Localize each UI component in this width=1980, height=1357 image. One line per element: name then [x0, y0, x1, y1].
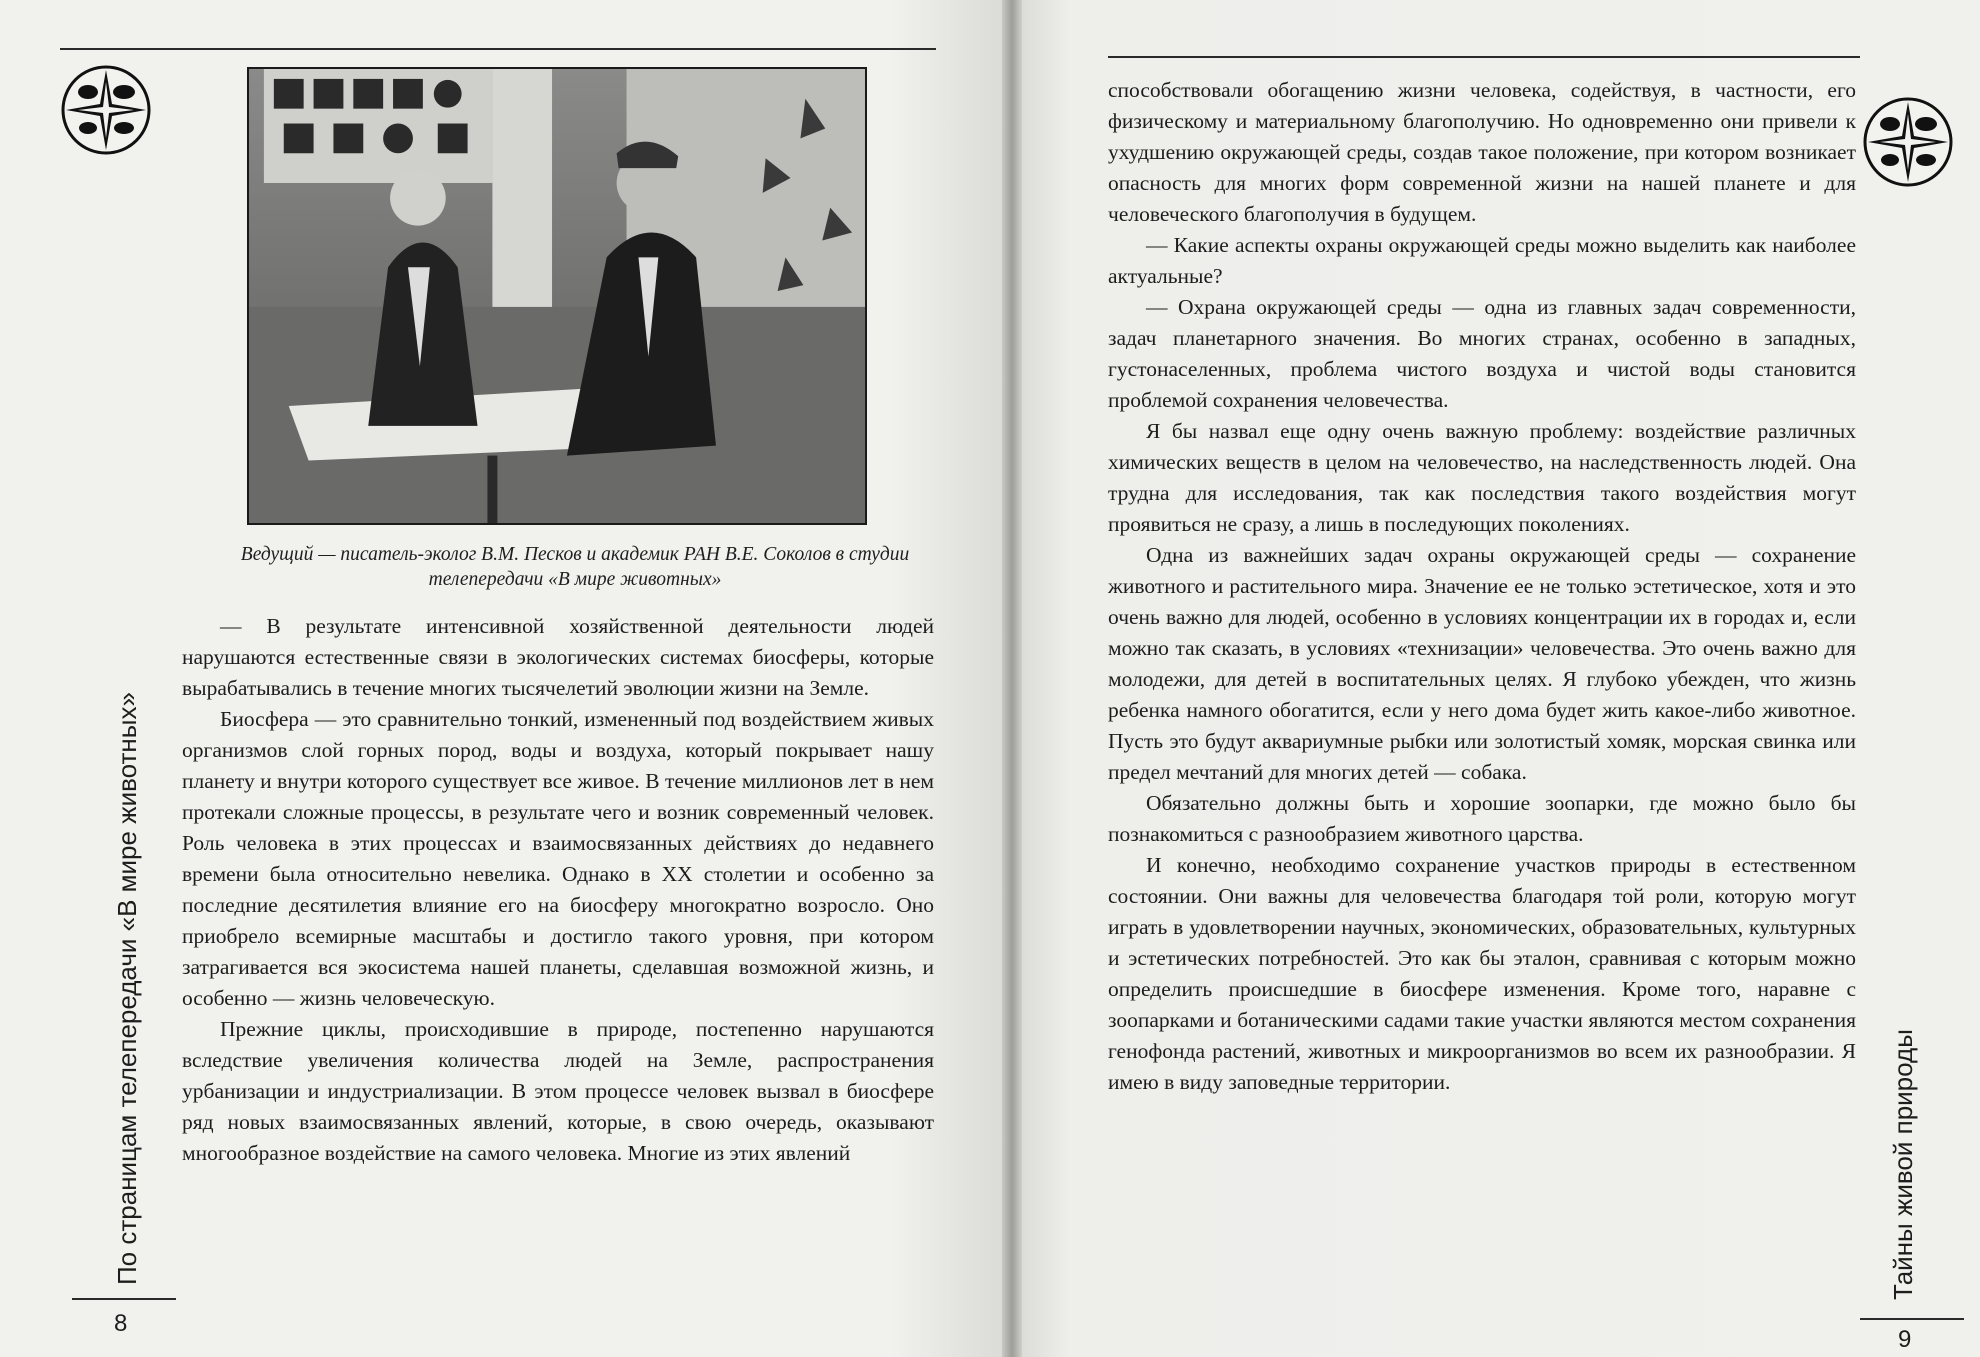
page-number: 9 [1898, 1326, 1912, 1353]
header-rule [60, 48, 936, 50]
studio-photo [247, 67, 867, 525]
running-title: По страницам телепередачи «В мире животных» [112, 692, 142, 1285]
paragraph: И конечно, необходимо сохранение участков природы в естественном состоянии. Они важны для человечества благодаря той роли, которую могут играть в удовлетворении научных, экономических, образовательных, культурных и эстетических потребностей. Это как бы эталон, сравнивая с которым можно определить происшедшие в биосфере изменения. Кроме того, наравне с зоопарками и ботаническими садами такие участки являются местом сохранения генофонда растений, животных и микроорганизмов во всем их разнообразии. Я имею в виду заповедные территории. [1108, 853, 1856, 1094]
paragraph: — В результате интенсивной хозяйственной деятельности людей нарушаются естественные связи в экологических системах биосферы, которые вырабатывались в течение многих тысячелетий эволюции жизни на Земле. [182, 614, 934, 700]
page-number-rule [72, 1298, 176, 1300]
paragraph: Я бы назвал еще одну очень важную проблему: воздействие различных химических веществ в целом на человечество, на наследственность людей. Она трудна для исследования, так как последствия такого воздействия могут проявиться не сразу, а лишь в последующих поколениях. [1108, 419, 1856, 536]
paragraph: способствовали обогащению жизни человека, содействуя, в частности, его физическому и материальному благополучию. Но одновременно они привели к ухудшению окружающей среды, создав такое положение, при котором возникает опасность для многих форм современной жизни на нашей планете и для человеческого благополучия в будущем. [1108, 78, 1856, 226]
page-number-rule [1860, 1318, 1964, 1320]
header-rule [1108, 56, 1860, 58]
compass-animals-emblem-icon [1862, 96, 1954, 188]
paragraph: Одна из важнейших задач охраны окружающей среды — сохранение животного и растительного мира. Значение ее не только эстетическое, хотя и это очень важно для людей, особенно в условиях концентрации их в городах и, если можно так сказать, в условиях «технизации» человечества. Это очень важно для молодежи, для детей в воспитательных целях. Я глубоко убежден, что жизнь ребенка намного обогатится, если у него дома будет жить какое-либо животное. Пусть это будут аквариумные рыбки или золотистый хомяк, морская свинка или предел мечтаний для многих детей — собака. [1108, 543, 1856, 784]
book-spine [1002, 0, 1022, 1357]
page-number: 8 [114, 1310, 128, 1337]
paragraph: Биосфера — это сравнительно тонкий, измененный под воздействием живых организмов слой горных пород, воды и воздуха, который покрывает нашу планету и внутри которого существует все живое. В течение миллионов лет в нем протекали сложные процессы, в результате чего и возник современный человек. Роль человека в этих процессах и взаимосвязанных действиях до недавнего времени была относительно невелика. Однако в XX столетии и особенно за последние десятилетия влияние его на биосферу многократно возросло. Оно приобрело всемирные масштабы и достигло такого уровня, при котором затрагивается вся экосистема нашей планеты, сделавшая возможной жизнь, и особенно — жизнь человеческую. [182, 707, 934, 1010]
right-page [1012, 0, 1980, 1357]
photo-caption: Ведущий — писатель-эколог В.М. Песков и академик РАН В.Е. Соколов в студии телепередачи «В мире животных» [240, 544, 910, 590]
paragraph: Прежние циклы, происходившие в природе, постепенно нарушаются вследствие увеличения количества людей на Земле, распространения урбанизации и индустриализации. В этом процессе человек вызвал в биосфере ряд новых взаимосвязанных явлений, которые, в свою очередь, оказывают многообразное воздействие на самого человека. Многие из этих явлений [182, 1017, 934, 1165]
paragraph: — Охрана окружающей среды — одна из главных задач современности, задач планетарного значения. Во многих странах, особенно в западных, густонаселенных, проблема чистого воздуха и чистой воды становится проблемой сохранения человечества. [1108, 295, 1856, 412]
right-page-body [1108, 75, 1856, 1098]
paragraph: Обязательно должны быть и хорошие зоопарки, где можно было бы познакомиться с разнообразием животного царства. [1108, 791, 1856, 846]
compass-animals-emblem-icon [60, 64, 152, 156]
left-page-body [182, 611, 934, 1169]
paragraph: — Какие аспекты охраны окружающей среды можно выделить как наиболее актуальные? [1108, 233, 1856, 288]
studio-photo-image [249, 69, 865, 523]
running-title: Тайны живой природы [1888, 1029, 1918, 1300]
